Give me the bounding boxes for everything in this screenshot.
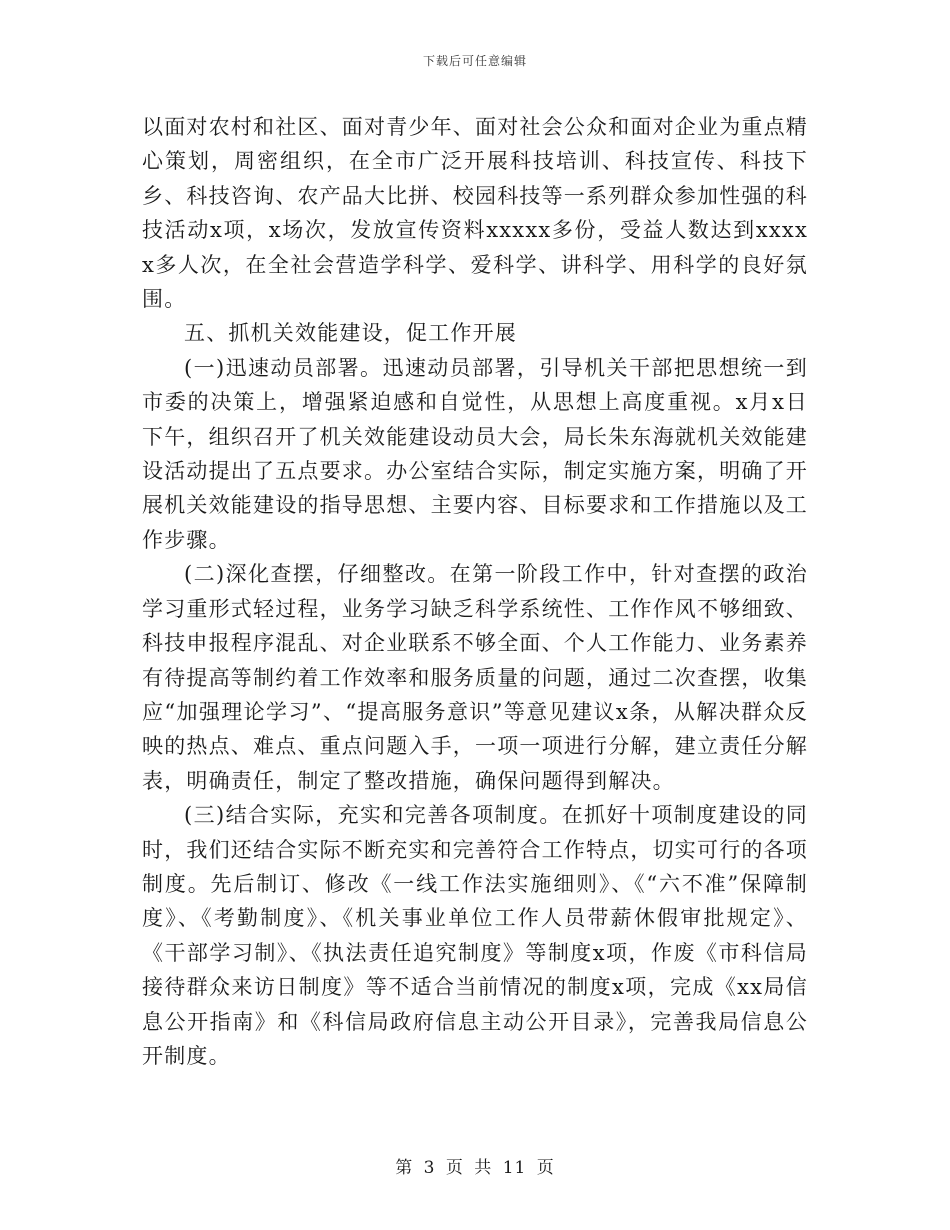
section-heading-five: 五、抓机关效能建设，促工作开展 <box>184 321 517 346</box>
page-header: 下载后可任意编辑 <box>422 54 527 68</box>
paragraph-systems: (三)结合实际，充实和完善各项制度。在抓好十项制度建设的同时，我们还结合实际不断充实和完善符合工作特点，切实可行的各项制度。先后制订、修改《一线工作法实施细则》、《“六不准”保障制度》、《考勤制度》、《机关事业单位工作人员带薪休假审批规定》、《干部学习制》、《执法责任追究制度》等制度x项，作废《市科信局接待群众来访日制度》等不适合当前情况的制度x项，完成《xx局信息公开指南》和《科信局政府信息主动公开目录》，完善我局信息公开制度。 <box>142 803 808 1068</box>
paragraph-rectify: (二)深化查摆，仔细整改。在第一阶段工作中，针对查摆的政治学习重形式轻过程，业务学习缺乏科学系统性、工作作风不够细致、科技申报程序混乱、对企业联系不够全面、个人工作能力、业务素养有待提高等制约着工作效率和服务质量的问题，通过二次查摆，收集应“加强理论学习”、“提高服务意识”等意见建议x条，从解决群众反映的热点、难点、重点问题入手，一项一项进行分解，建立责任分解表，明确责任，制定了整改措施，确保问题得到解决。 <box>142 562 808 793</box>
page-number: 第 3 页 共 11 页 <box>395 1158 555 1178</box>
document-body <box>142 110 808 1073</box>
paragraph-mobilize: (一)迅速动员部署。迅速动员部署，引导机关干部把思想统一到市委的决策上，增强紧迫感和自觉性，从思想上高度重视。x月x日下午，组织召开了机关效能建设动员大会，局长朱东海就机关效能建设活动提出了五点要求。办公室结合实际，制定实施方案，明确了开展机关效能建设的指导思想、主要内容、目标要求和工作措施以及工作步骤。 <box>142 355 808 552</box>
paragraph-intro: 以面对农村和社区、面对青少年、面对社会公众和面对企业为重点精心策划，周密组织，在全市广泛开展科技培训、科技宣传、科技下乡、科技咨询、农产品大比拼、校园科技等一系列群众参加性强的科技活动x项，x场次，发放宣传资料xxxxx多份，受益人数达到xxxxx多人次，在全社会营造学科学、爱科学、讲科学、用科学的良好氛围。 <box>142 115 808 312</box>
